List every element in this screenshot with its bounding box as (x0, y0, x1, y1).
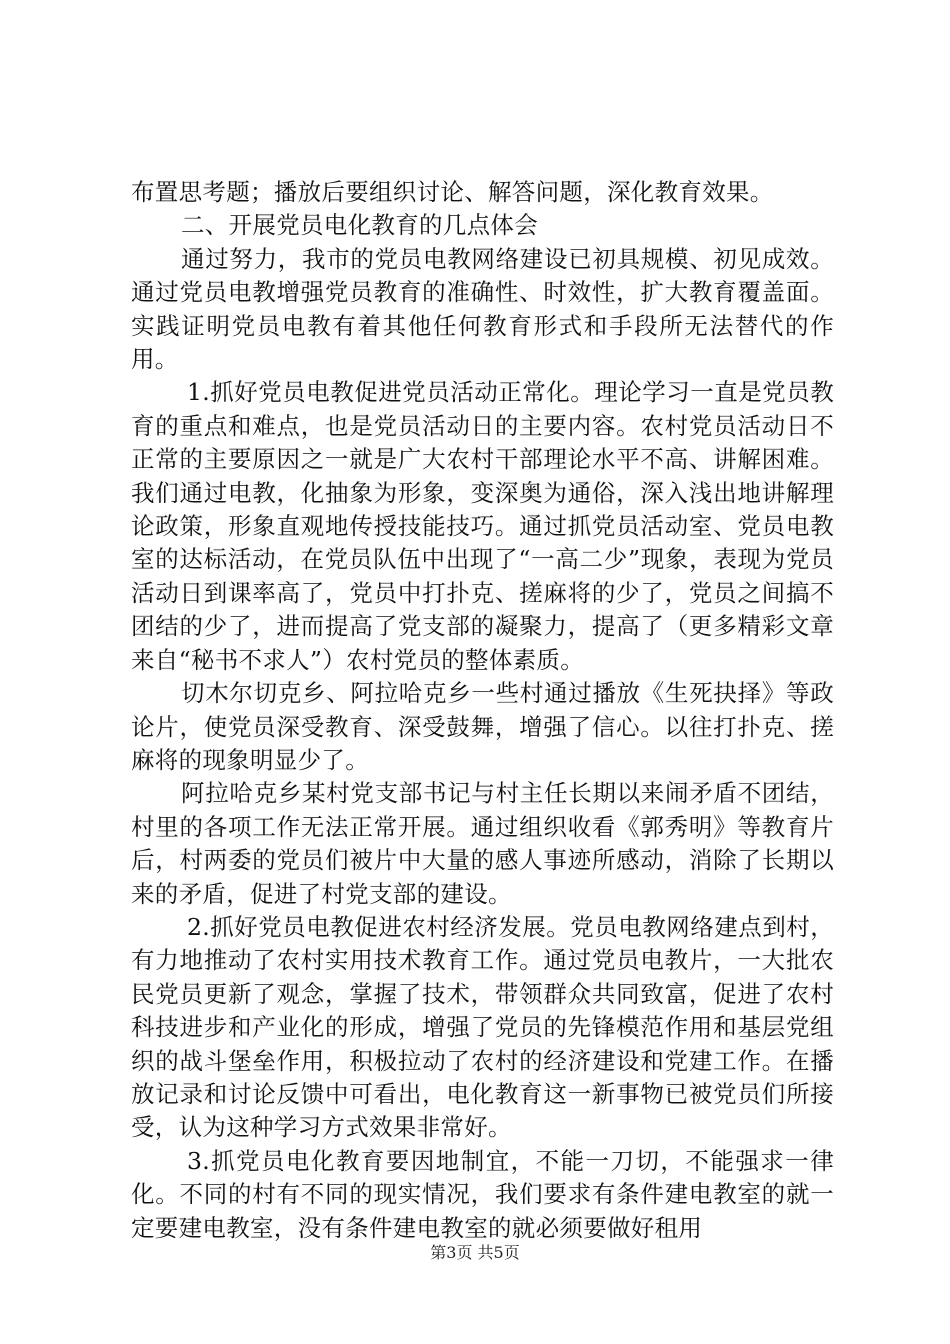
paragraph-example-2: 阿拉哈克乡某村党支部书记与村主任长期以来闹矛盾不团结，村里的各项工作无法正常开展。通过组织收看《郭秀明》等教育片后，村两委的党员们被片中大量的感人事迹所感动，消除了长期以来的矛盾，促进了村党支部的建设。 (131, 779, 834, 908)
document-body (131, 176, 834, 1245)
paragraph-example-1: 切木尔切克乡、阿拉哈克乡一些村通过播放《生死抉择》等政论片，使党员深受教育、深受鼓舞，增强了信心。以往打扑克、搓麻将的现象明显少了。 (131, 679, 834, 774)
paragraph-intro: 通过努力，我市的党员电教网络建设已初具规模、初见成效。通过党员电教增强党员教育的准确性、时效性，扩大教育覆盖面。实践证明党员电教有着其他任何教育形式和手段所无法替代的作用。 (131, 244, 834, 374)
section-heading: 二、开展党员电化教育的几点体会 (181, 211, 538, 240)
paragraph-point-3: 3.抓党员电化教育要因地制宜，不能一刀切，不能强求一律化。不同的村有不同的现实情况，我们要求有条件建电教室的就一定要建电教室，没有条件建电教室的就必须要做好租用 (131, 1146, 834, 1242)
paragraph-continuation: 布置思考题；播放后要组织讨论、解答问题，深化教育效果。 (131, 178, 774, 206)
page-footer: 第3页 共5页 (430, 1243, 520, 1262)
paragraph-point-2: 2.抓好党员电教促进农村经济发展。党员电教网络建点到村，有力地推动了农村实用技术教育工作。通过党员电教片，一大批农民党员更新了观念，掌握了技术，带领群众共同致富，促进了农村科技进步和产业化的形成，增强了党员的先锋模范作用和基层党组织的战斗堡垒作用，积极拉动了农村的经济建设和党建工作。在播放记录和讨论反馈中可看出，电化教育这一新事物已被党员们所接受，认为这种学习方式效果非常好。 (131, 912, 834, 1142)
paragraph-point-1: 1.抓好党员电教促进党员活动正常化。理论学习一直是党员教育的重点和难点，也是党员活动日的主要内容。农村党员活动日不正常的主要原因之一就是广大农村干部理论水平不高、讲解困难。我们通过电教，化抽象为形象，变深奥为通俗，深入浅出地讲解理论政策，形象直观地传授技能技巧。通过抓党员活动室、党员电教室的达标活动，在党员队伍中出现了“一高二少”现象，表现为党员活动日到课率高了，党员中打扑克、搓麻将的少了，党员之间搞不团结的少了，进而提高了党支部的凝聚力，提高了（更多精彩文章来自“秘书不求人”）农村党员的整体素质。 (131, 378, 834, 674)
